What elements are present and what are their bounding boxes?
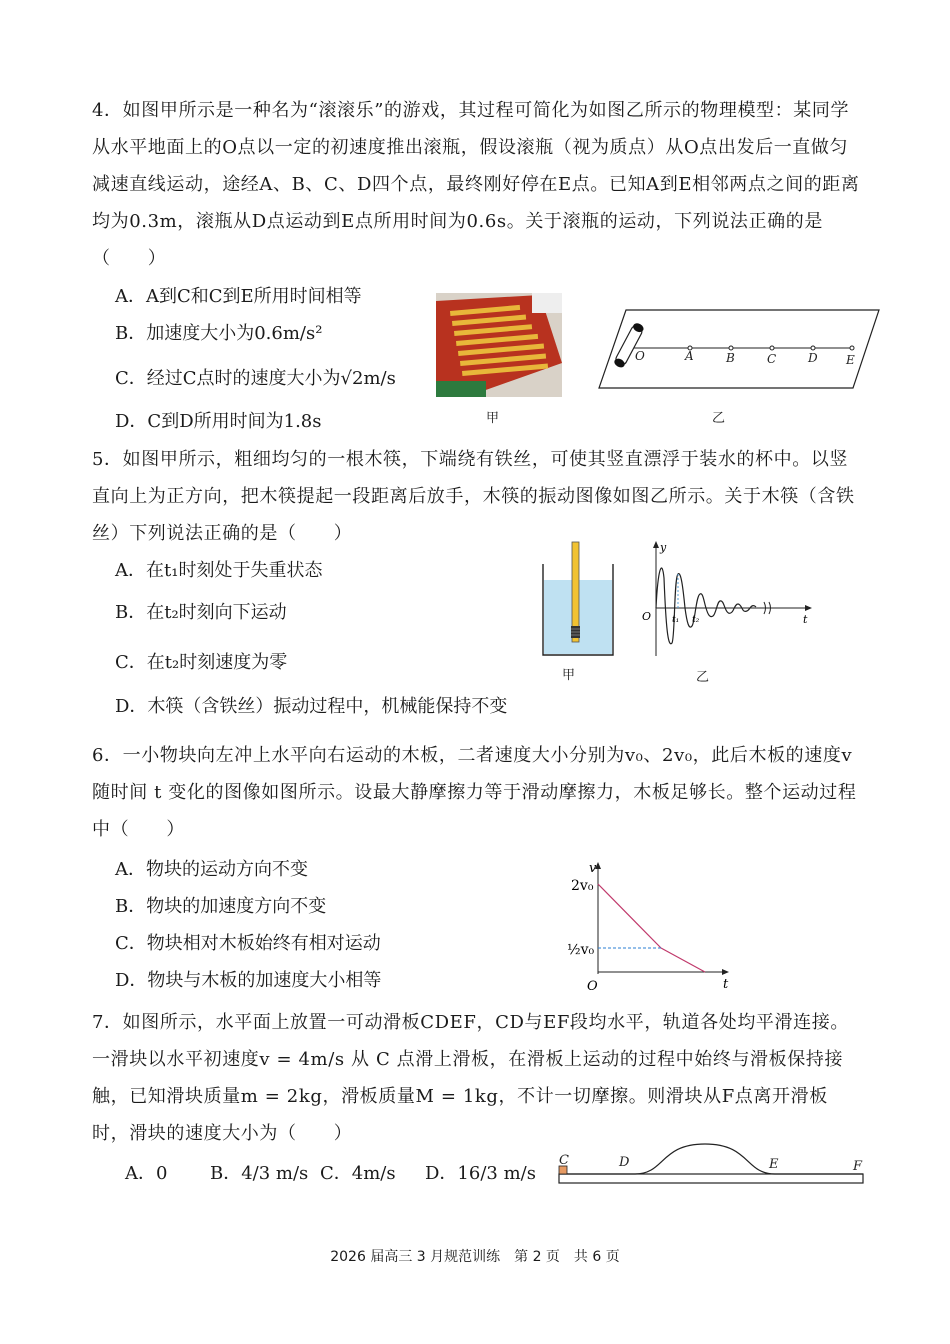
q5-caption-jia: 甲 xyxy=(562,668,576,683)
q4-option-b: B．加速度大小为0.6m/s² xyxy=(115,323,323,344)
q4-option-c: C．经过C点时的速度大小为√2m/s xyxy=(115,368,396,389)
label-a: A xyxy=(685,349,694,363)
q7-stem: 7．如图所示，水平面上放置一可动滑板CDEF，CD与EF段均水平，轨道各处均平滑连接。一滑块以水平初速度v = 4m/s 从 C 点滑上滑板，在滑板上运动的过程中始终与滑板保持接触，已知滑块质量m = 2kg，滑板质量M = 1kg，不计一切摩擦。则滑块从F点离开滑板时，滑块的速度大小为（ ） xyxy=(92,1012,849,1144)
q4-stem: 4．如图甲所示是一种名为“滚滚乐”的游戏，其过程可简化为如图乙所示的物理模型：某同学从水平地面上的O点以一定的初速度推出滚瓶，假设滚瓶（视为质点）从O点出发后一直做匀减速直线运动，途经A、B、C、D四个点，最终刚好停在E点。已知A到E相邻两点之间的距离均为0.3m，滚瓶从D点运动到E点所用时间为0.6s。关于滚瓶的运动，下列说法正确的是（ ） xyxy=(92,100,860,269)
q5-option-d: D．木筷（含铁丝）振动过程中，机械能保持不变 xyxy=(115,696,508,717)
graph-t2-label: t₂ xyxy=(692,615,700,625)
q7-option-b: B．4/3 m/s xyxy=(210,1163,309,1184)
rolling-model-diagram xyxy=(598,308,880,390)
velocity-time-graph xyxy=(565,856,743,994)
label-o: O xyxy=(635,349,645,363)
graph-origin: O xyxy=(587,979,598,994)
q5-option-b: B．在t₂时刻向下运动 xyxy=(115,602,287,623)
graph-v-label: v xyxy=(589,861,597,876)
graph-2v0-label: 2v₀ xyxy=(571,878,594,894)
label-d: D xyxy=(808,351,818,365)
q5-stem: 5．如图甲所示，粗细均匀的一根木筷，下端绕有铁丝，可使其竖直漂浮于装水的杯中。以竖直向上为正方向，把木筷提起一段距离后放手，木筷的振动图像如图乙所示。关于木筷（含铁丝）下列说法正确的是（ ） xyxy=(92,449,855,544)
q7-option-a: A．0 xyxy=(125,1163,168,1184)
oscillation-graph xyxy=(636,538,816,663)
graph-t-label: t xyxy=(723,977,729,992)
label-e: E xyxy=(769,1157,779,1172)
label-f: F xyxy=(853,1159,863,1174)
graph-t1-label: t₁ xyxy=(672,615,680,625)
label-c: C xyxy=(767,352,777,366)
graph-y-label: y xyxy=(660,541,667,554)
q6-stem: 6．一小物块向左冲上水平向右运动的木板，二者速度大小分别为v₀、2v₀，此后木板的速度v随时间 t 变化的图像如图所示。设最大静摩擦力等于滑动摩擦力，木板足够长。整个运动过程中（ ） xyxy=(92,745,857,840)
q7-option-d: D．16/3 m/s xyxy=(425,1163,536,1184)
label-b: B xyxy=(726,351,735,365)
label-d: D xyxy=(619,1155,630,1170)
label-c: C xyxy=(559,1153,569,1168)
q4-option-a: A．A到C和C到E所用时间相等 xyxy=(115,286,362,307)
graph-t-label: t xyxy=(803,613,808,626)
graph-origin: O xyxy=(642,610,652,623)
label-e: E xyxy=(846,353,855,367)
q4-option-d: D．C到D所用时间为1.8s xyxy=(115,411,322,432)
q5-option-a: A．在t₁时刻处于失重状态 xyxy=(115,560,323,581)
cup-diagram xyxy=(540,540,616,658)
q6-option-a: A．物块的运动方向不变 xyxy=(115,859,308,880)
page-footer: 2026 届高三 3 月规范训练 第 2 页 共 6 页 xyxy=(330,1249,620,1265)
q4-caption-jia: 甲 xyxy=(486,411,500,426)
graph-half-v0-label: ½v₀ xyxy=(567,942,595,958)
q6-option-b: B．物块的加速度方向不变 xyxy=(115,896,327,917)
q5-caption-yi: 乙 xyxy=(696,670,710,685)
sliding-board-diagram xyxy=(555,1138,867,1186)
game-photo xyxy=(436,293,562,397)
q7-option-c: C．4m/s xyxy=(320,1163,396,1184)
q4-caption-yi: 乙 xyxy=(712,411,726,426)
q5-option-c: C．在t₂时刻速度为零 xyxy=(115,652,288,673)
q6-option-d: D．物块与木板的加速度大小相等 xyxy=(115,970,382,991)
q6-option-c: C．物块相对木板始终有相对运动 xyxy=(115,933,381,954)
